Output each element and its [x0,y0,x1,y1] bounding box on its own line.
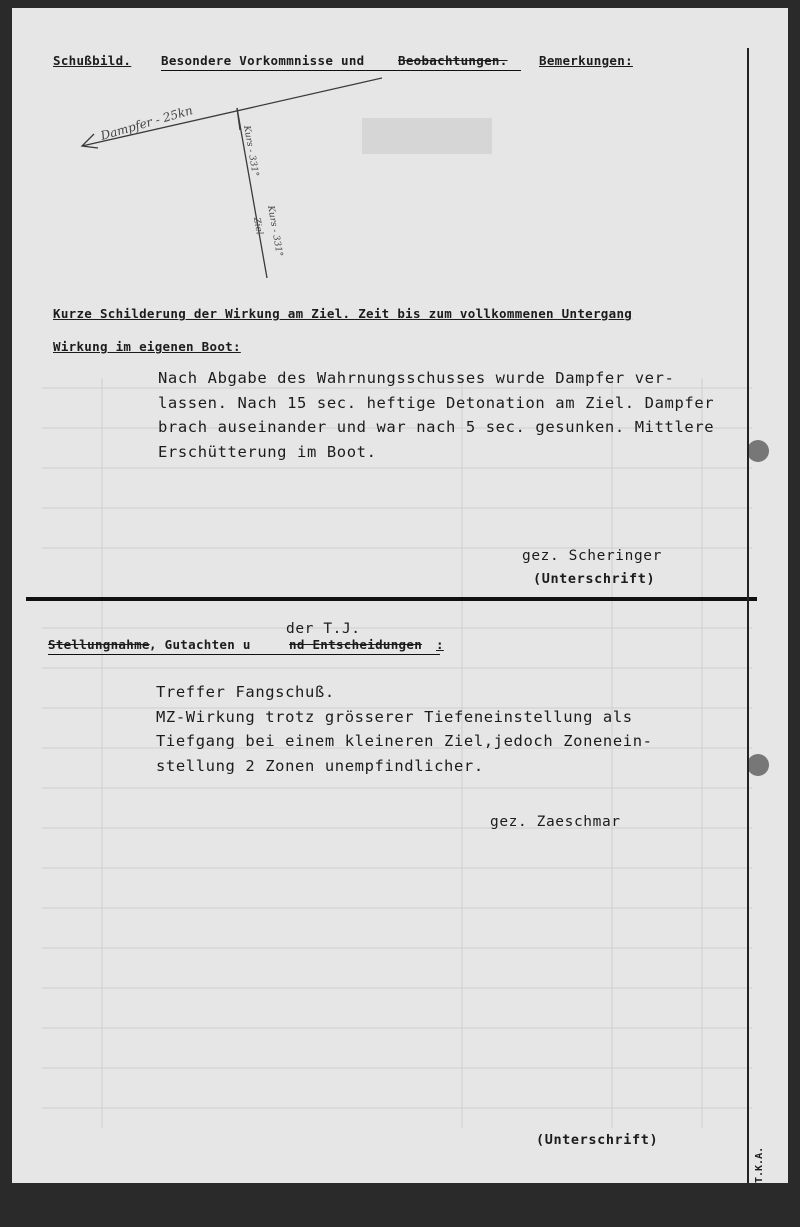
heading-bemerkungen: Bemerkungen: [539,53,633,68]
sketch-label-target: Ziel [251,216,264,236]
signature-caption-2: (Unterschrift) [536,1132,659,1148]
document-page [12,8,788,1183]
right-margin-line [747,48,749,1183]
assessment-paragraph [156,680,653,778]
sketch-label-steamer: Dampfer - 25kn [98,103,195,143]
section-divider [26,597,757,601]
heading-vorkommnisse: Besondere Vorkommnisse und [161,53,365,68]
heading-gutachten: , Gutachten u [149,637,251,652]
heading-wirkung-am-ziel: Kurze Schilderung der Wirkung am Ziel. Zeit bis zum vollkommenen Untergang [53,306,633,321]
side-stamp: T.K.A. [754,1146,765,1183]
heading-underline-2 [48,654,440,655]
effect-line: Nach Abgabe des Wahrnungsschusses wurde Dampfer ver- [158,369,675,387]
signature-caption-1: (Unterschrift) [533,571,656,587]
signature-scheringer: gez. Scheringer [522,548,662,564]
signature-zaeschmar: gez. Zaeschmar [490,814,621,830]
assessment-line: Tiefgang bei einem kleineren Ziel,jedoch Zonenein- [156,732,653,750]
heading-beobachtungen-struck: Beobachtungen. [398,53,508,68]
heading-wirkung-im-boot: Wirkung im eigenen Boot: [53,339,241,354]
sketch-label-course-a: Kurs - 331° [241,124,260,178]
heading-colon: : [436,637,444,652]
heading-schussbild: Schußbild. [53,53,132,68]
effect-line: Erschütterung im Boot. [158,442,377,461]
heading-stellungnahme-struck: Stellungnahme [48,637,150,652]
heading-entscheidungen-struck: nd Entscheidungen [289,637,423,652]
shot-sketch [72,68,392,288]
effect-line: lassen. Nach 15 sec. heftige Detonation am Ziel. Dampfer [158,393,715,412]
punch-hole-top [747,440,769,462]
assessment-line: MZ-Wirkung trotz grösserer Tiefeneinstellung als [156,707,633,726]
effect-paragraph [158,366,714,464]
inserted-der-tj: der T.J. [286,621,361,637]
punch-hole-bottom [747,754,769,776]
sketch-label-course-b: Kurs - 331° [265,204,284,258]
effect-line: brach auseinander und war nach 5 sec. gesunken. Mittlere [158,418,715,436]
assessment-line: Treffer Fangschuß. [156,683,335,701]
assessment-line: stellung 2 Zonen unempfindlicher. [156,756,484,775]
